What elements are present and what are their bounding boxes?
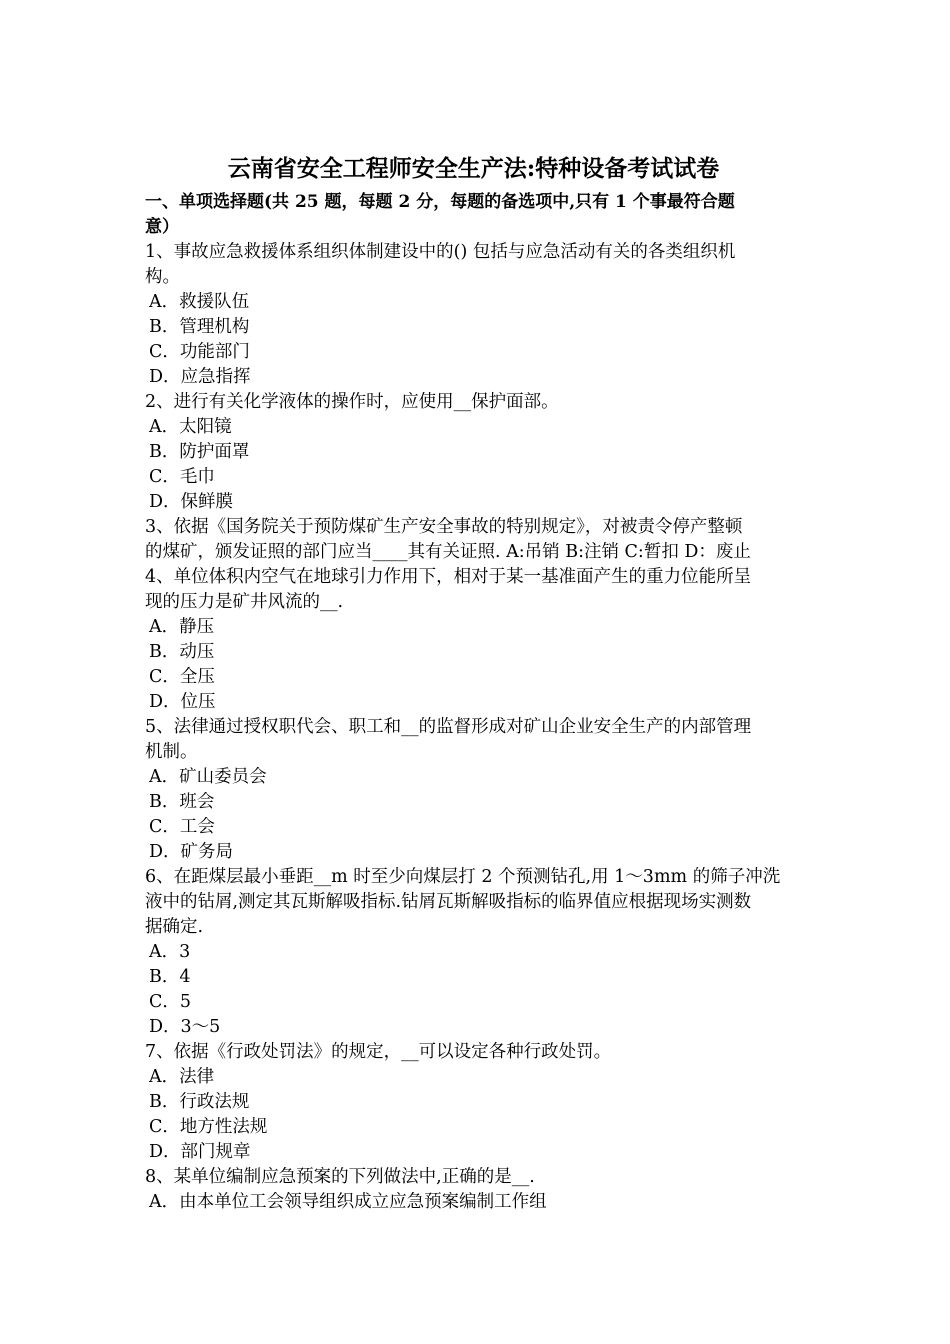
- answer-option: B．防护面罩: [149, 442, 250, 462]
- question-text: 3、依据《国务院关于预防煤矿生产安全事故的特别规定》，对被责令停产整顿: [145, 517, 743, 537]
- section-heading-line: 意）: [145, 217, 179, 237]
- question-text: 8、某单位编制应急预案的下列做法中,正确的是__.: [145, 1167, 535, 1187]
- answer-option: B．动压: [149, 642, 215, 662]
- answer-option: D．保鲜膜: [149, 492, 234, 512]
- answer-option: A．3: [149, 942, 191, 962]
- answer-option: A．救援队伍: [149, 292, 250, 312]
- answer-option: C．功能部门: [149, 342, 250, 362]
- question-text: 2、进行有关化学液体的操作时，应使用__保护面部。: [145, 392, 559, 412]
- answer-option: A．矿山委员会: [149, 767, 267, 787]
- question-item: [145, 715, 810, 865]
- question-item: [145, 565, 810, 715]
- answer-option: B．管理机构: [149, 317, 250, 337]
- question-text: 据确定.: [145, 917, 204, 937]
- answer-option: A．静压: [149, 617, 215, 637]
- question-text: 构。: [145, 267, 180, 287]
- answer-option: C．全压: [149, 667, 215, 687]
- answer-option: C．5: [149, 992, 192, 1012]
- answer-option: D．3～5: [149, 1017, 221, 1037]
- answer-option: B．行政法规: [149, 1092, 250, 1112]
- document-title: 云南省安全工程师安全生产法:特种设备考试试卷: [227, 155, 720, 182]
- question-item: [145, 390, 810, 515]
- question-text: 现的压力是矿井风流的__.: [145, 592, 344, 612]
- question-text: 液中的钻屑,测定其瓦斯解吸指标.钻屑瓦斯解吸指标的临界值应根据现场实测数: [145, 892, 752, 912]
- question-item: [145, 515, 810, 565]
- document-page: [145, 150, 810, 1215]
- question-text: 的煤矿，颁发证照的部门应当____其有关证照. A:吊销 B:注销 C:暂扣 D：废止: [145, 542, 751, 562]
- question-item: [145, 1165, 810, 1215]
- answer-option: D．矿务局: [149, 842, 234, 862]
- question-text: 1、事故应急救援体系组织体制建设中的() 包括与应急活动有关的各类组织机: [145, 242, 736, 262]
- answer-option: B．4: [149, 967, 191, 987]
- question-list: [145, 240, 810, 1215]
- answer-option: C．工会: [149, 817, 215, 837]
- question-text: 5、法律通过授权职代会、职工和__的监督形成对矿山企业安全生产的内部管理: [145, 717, 752, 737]
- question-text: 7、依据《行政处罚法》的规定，__可以设定各种行政处罚。: [145, 1042, 612, 1062]
- question-item: [145, 865, 810, 1040]
- section-heading-line: 一、单项选择题(共 25 题，每题 2 分，每题的备选项中,只有 1 个事最符合题: [145, 192, 735, 212]
- answer-option: D．部门规章: [149, 1142, 251, 1162]
- question-item: [145, 1040, 810, 1165]
- answer-option: D．应急指挥: [149, 367, 251, 387]
- answer-option: D．位压: [149, 692, 216, 712]
- answer-option: A．由本单位工会领导组织成立应急预案编制工作组: [149, 1192, 547, 1212]
- answer-option: C．地方性法规: [149, 1117, 268, 1137]
- question-item: [145, 240, 810, 390]
- answer-option: A．法律: [149, 1067, 215, 1087]
- question-text: 6、在距煤层最小垂距__m 时至少向煤层打 2 个预测钻孔,用 1～3mm 的筛子冲洗: [145, 867, 781, 887]
- section-heading: [145, 190, 810, 240]
- question-text: 4、单位体积内空气在地球引力作用下，相对于某一基准面产生的重力位能所呈: [145, 567, 752, 587]
- answer-option: B．班会: [149, 792, 215, 812]
- answer-option: A．太阳镜: [149, 417, 232, 437]
- question-text: 机制。: [145, 742, 198, 762]
- answer-option: C．毛巾: [149, 467, 215, 487]
